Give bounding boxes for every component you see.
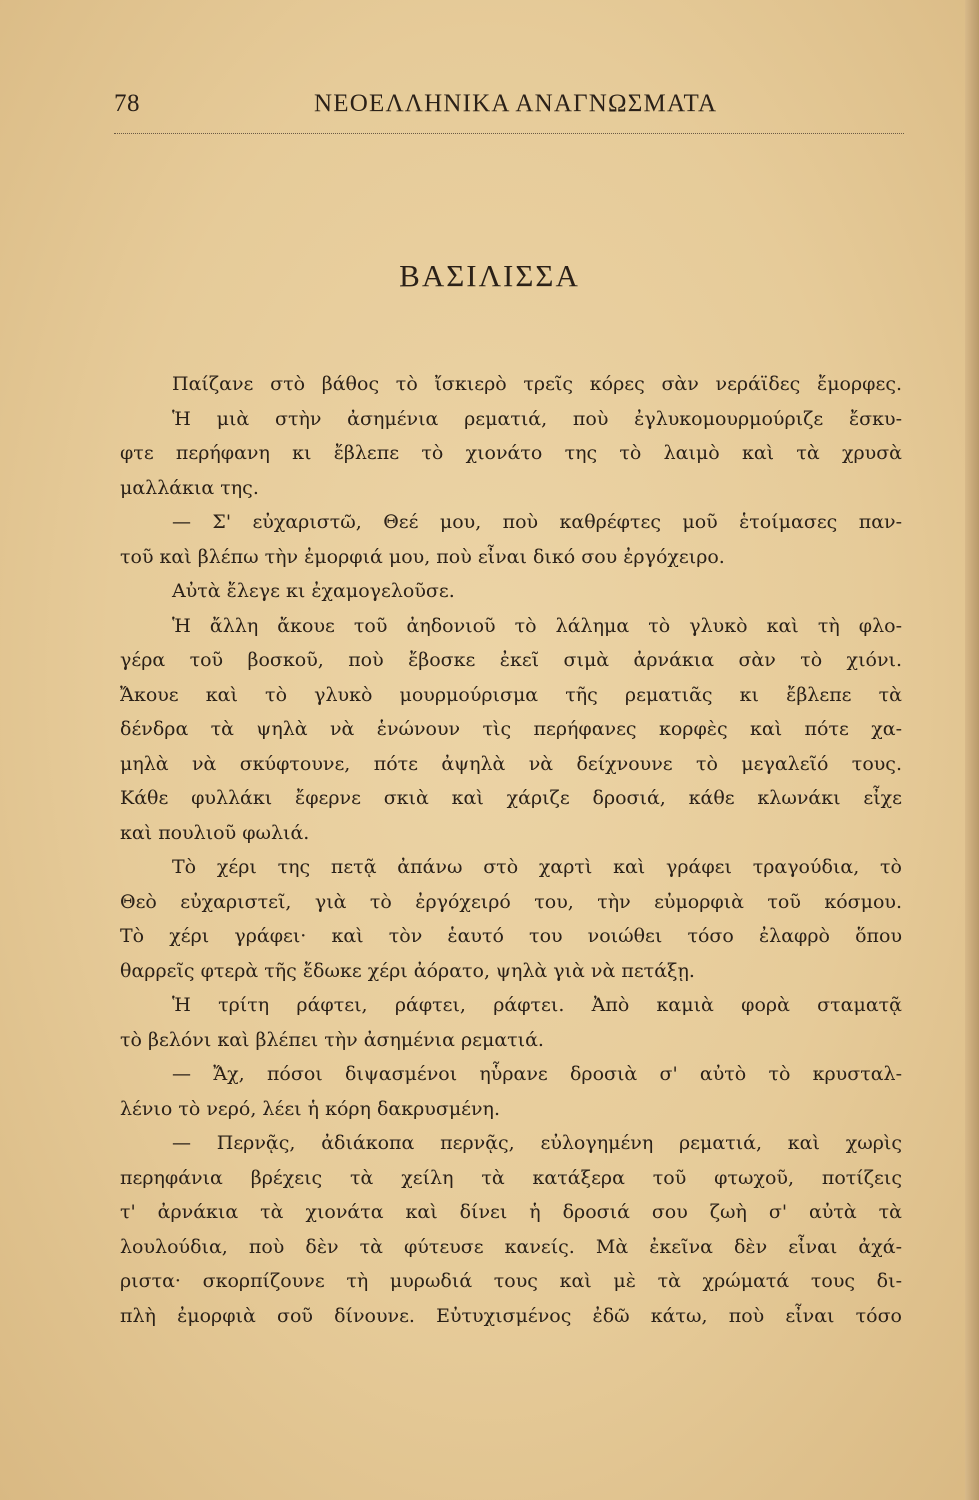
page-header: [114, 88, 899, 128]
text-line: δένδρα τὰ ψηλὰ νὰ ἑνώνουν τὶς περήφανες κορφὲς καὶ πότε χα-: [120, 718, 902, 740]
text-line: λουλούδια, ποὺ δὲν τὰ φύτευσε κανείς. Μὰ ἐκεῖνα δὲν εἶναι ἀχά-: [120, 1235, 902, 1258]
text-line: Αὐτὰ ἔλεγε κι ἐχαμογελοῦσε.: [172, 580, 455, 602]
text-line: τ' ἀρνάκια τὰ χιονάτα καὶ δίνει ἡ δροσιά σου ζωὴ σ' αὐτὰ τὰ: [120, 1201, 902, 1223]
text-line: Θεὸ εὐχαριστεῖ, γιὰ τὸ ἐργόχειρό του, τὴν εὐμορφιὰ τοῦ κόσμου.: [120, 890, 902, 913]
text-line: μαλλάκια της.: [120, 476, 259, 499]
text-line: γέρα τοῦ βοσκοῦ, ποὺ ἔβοσκε ἐκεῖ σιμὰ ἀρνάκια σὰν τὸ χιόνι.: [120, 649, 902, 671]
header-divider: [114, 133, 904, 134]
text-line: — Περνᾷς, ἀδιάκοπα περνᾷς, εὐλογημένη ρεματιά, καὶ χωρὶς: [172, 1132, 902, 1154]
text-line: τοῦ καὶ βλέπω τὴν ἐμορφιά μου, ποὺ εἶναι δικό σου ἐργόχειρο.: [120, 545, 725, 568]
text-line: Τὸ χέρι της πετᾷ ἀπάνω στὸ χαρτὶ καὶ γράφει τραγούδια, τὸ: [172, 856, 902, 878]
text-line: Ἡ ἄλλη ἄκουε τοῦ ἀηδονιοῦ τὸ λάλημα τὸ γλυκὸ καὶ τὴ φλο-: [172, 614, 902, 637]
text-line: Ἄκουε καὶ τὸ γλυκὸ μουρμούρισμα τῆς ρεματιᾶς κι ἔβλεπε τὰ: [120, 683, 902, 706]
text-line: τὸ βελόνι καὶ βλέπει τὴν ἀσημένια ρεματιά.: [120, 1028, 544, 1051]
text-line: Ἡ μιὰ στὴν ἀσημένια ρεματιά, ποὺ ἐγλυκομουρμούριζε ἔσκυ-: [172, 407, 902, 430]
text-line: — Σ' εὐχαριστῶ, Θεέ μου, ποὺ καθρέφτες μοῦ ἑτοίμασες παν-: [172, 511, 902, 533]
text-line: φτε περήφανη κι ἔβλεπε τὸ χιονάτο της τὸ λαιμὸ καὶ τὰ χρυσὰ: [120, 442, 902, 464]
text-line: μηλὰ νὰ σκύφτουνε, πότε ἀψηλὰ νὰ δείχνουνε τὸ μεγαλεῖό τους.: [120, 752, 902, 775]
text-line: πλὴ ἐμορφιὰ σοῦ δίνουνε. Εὐτυχισμένος ἐδῶ κάτω, ποὺ εἶναι τόσο: [120, 1304, 902, 1327]
text-line: λένιο τὸ νερό, λέει ἡ κόρη δακρυσμένη.: [120, 1097, 500, 1120]
text-line: περηφάνια βρέχεις τὰ χείλη τὰ κατάξερα τοῦ φτωχοῦ, ποτίζεις: [120, 1166, 902, 1189]
text-line: — Ἄχ, πόσοι διψασμένοι ηὗρανε δροσιὰ σ' αὐτὸ τὸ κρυσταλ-: [172, 1063, 902, 1085]
text-line: Κάθε φυλλάκι ἔφερνε σκιὰ καὶ χάριζε δροσιά, κάθε κλωνάκι εἶχε: [120, 787, 902, 809]
text-line: ριστα· σκορπίζουνε τὴ μυρωδιά τους καὶ μὲ τὰ χρώματά τους δι-: [120, 1270, 902, 1292]
text-line: θαρρεῖς φτερὰ τῆς ἔδωκε χέρι ἀόρατο, ψηλὰ γιὰ νὰ πετάξῃ.: [120, 959, 695, 982]
text-line: Παίζανε στὸ βάθος τὸ ἴσκιερὸ τρεῖς κόρες σὰν νεράϊδες ἔμορφες.: [172, 373, 902, 395]
text-line: Τὸ χέρι γράφει· καὶ τὸν ἑαυτό του νοιώθει τόσο ἐλαφρὸ ὅπου: [120, 925, 902, 947]
text-line: καὶ πουλιοῦ φωλιά.: [120, 821, 310, 844]
page-number: 78: [114, 90, 140, 117]
body-text: [120, 367, 902, 1333]
page-edge-shadow: [965, 0, 979, 1500]
text-line: Ἡ τρίτη ράφτει, ράφτει, ράφτει. Ἀπὸ καμιὰ φορὰ σταματᾷ: [172, 994, 902, 1016]
running-title: ΝΕΟΕΛΛΗΝΙΚΑ ΑΝΑΓΝΩΣΜΑΤΑ: [314, 90, 718, 117]
chapter-title: ΒΑΣΙΛΙΣΣΑ: [399, 258, 580, 293]
